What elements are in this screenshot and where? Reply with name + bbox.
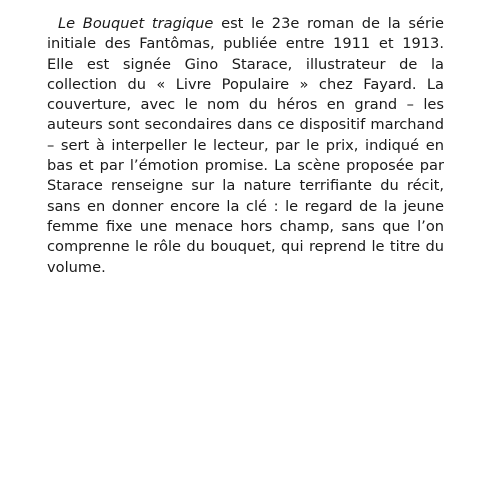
- book-title: Le Bouquet tragique: [58, 15, 214, 32]
- paragraph-text: est le 23e roman de la série initiale des Fantômas, publiée entre 1911 et 1913. Elle est signée Gino Starace, illustrateur de la collection du « Livre Populaire » chez Fayard. La couverture, avec le nom du héros en grand – les auteurs sont secondaires dans ce dispositif marchand – sert à interpeller le lecteur, par le prix, indiqué en bas et par l’émotion promise. La scène proposée par Starace renseigne sur la nature terrifiante du récit, sans en donner encore la clé : le regard de la jeune femme fixe une menace hors champ, sans que l’on comprenne le rôle du bouquet, qui reprend le titre du volume.: [47, 15, 445, 276]
- document-page: [47, 14, 444, 278]
- body-paragraph: [47, 14, 444, 278]
